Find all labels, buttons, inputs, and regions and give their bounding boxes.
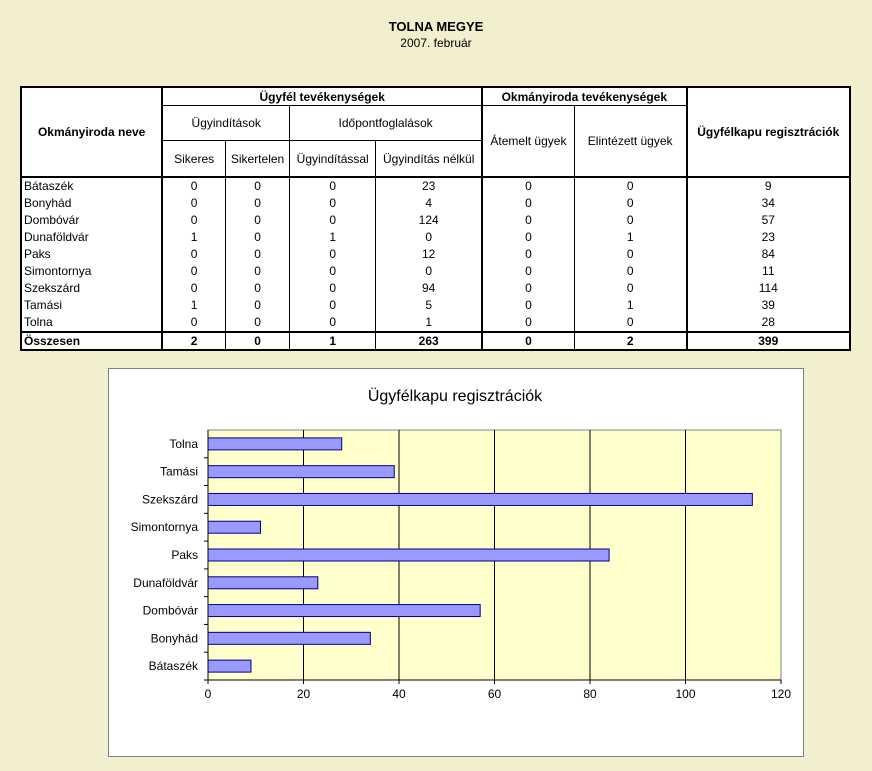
value-cell: 0	[482, 229, 574, 246]
x-tick-label: 60	[487, 687, 502, 701]
x-tick-label: 20	[296, 687, 311, 701]
value-cell: 2	[162, 332, 225, 350]
value-cell: 0	[162, 263, 225, 280]
value-cell: 11	[687, 263, 850, 280]
value-cell: 9	[687, 177, 850, 195]
total-row	[21, 332, 850, 350]
value-cell: 0	[162, 314, 225, 332]
page-title: TOLNA MEGYE	[388, 19, 484, 34]
header-atemelt: Átemelt ügyek	[482, 106, 574, 178]
bar	[208, 466, 394, 478]
bar	[208, 521, 261, 533]
value-cell: 0	[574, 177, 686, 195]
value-cell: 0	[225, 263, 289, 280]
bar	[208, 493, 752, 505]
office-name-cell: Tamási	[21, 297, 162, 314]
bar	[208, 605, 480, 617]
header-ugyinditassal: Ügyindítással	[290, 141, 376, 178]
value-cell: 34	[687, 195, 850, 212]
value-cell: 124	[376, 212, 482, 229]
value-cell: 0	[482, 332, 574, 350]
header-gateway-registrations: Ügyfélkapu regisztrációk	[687, 87, 850, 177]
value-cell: 0	[162, 212, 225, 229]
office-name-cell: Összesen	[21, 332, 162, 350]
value-cell: 28	[687, 314, 850, 332]
value-cell: 0	[225, 212, 289, 229]
header-ugyinditas-nelkul: Ügyindítás nélkül	[376, 141, 482, 178]
report-table	[20, 86, 851, 351]
value-cell: 0	[162, 280, 225, 297]
value-cell: 0	[574, 314, 686, 332]
value-cell: 0	[290, 263, 376, 280]
table-row	[21, 195, 850, 212]
value-cell: 0	[482, 280, 574, 297]
value-cell: 0	[376, 229, 482, 246]
value-cell: 399	[687, 332, 850, 350]
value-cell: 114	[687, 280, 850, 297]
office-name-cell: Szekszárd	[21, 280, 162, 297]
office-name-cell: Dombóvár	[21, 212, 162, 229]
value-cell: 0	[225, 297, 289, 314]
value-cell: 1	[290, 229, 376, 246]
office-name-cell: Bátaszék	[21, 177, 162, 195]
value-cell: 57	[687, 212, 850, 229]
value-cell: 0	[162, 195, 225, 212]
y-tick-label: Szekszárd	[141, 492, 198, 507]
value-cell: 0	[376, 263, 482, 280]
office-name-cell: Paks	[21, 246, 162, 263]
value-cell: 0	[225, 229, 289, 246]
y-tick-label: Bonyhád	[150, 631, 198, 646]
table-row	[21, 263, 850, 280]
value-cell: 1	[376, 314, 482, 332]
value-cell: 0	[482, 297, 574, 314]
value-cell: 0	[290, 297, 376, 314]
bar	[208, 577, 318, 589]
chart-title: Ügyfélkapu regisztrációk	[367, 388, 543, 405]
value-cell: 0	[574, 246, 686, 263]
y-tick-label: Dombóvár	[142, 603, 198, 618]
value-cell: 0	[225, 280, 289, 297]
header-ugyinditasok: Ügyindítások	[162, 106, 289, 141]
value-cell: 23	[687, 229, 850, 246]
value-cell: 0	[482, 246, 574, 263]
y-tick-label: Tamási	[159, 464, 198, 479]
value-cell: 12	[376, 246, 482, 263]
header-office-activities: Okmányiroda tevékenységek	[482, 87, 686, 106]
value-cell: 0	[290, 246, 376, 263]
value-cell: 0	[574, 195, 686, 212]
value-cell: 2	[574, 332, 686, 350]
page-subtitle: 2007. február	[400, 36, 472, 50]
value-cell: 23	[376, 177, 482, 195]
value-cell: 0	[290, 212, 376, 229]
table-row	[21, 177, 850, 195]
office-name-cell: Bonyhád	[21, 195, 162, 212]
x-tick-label: 0	[204, 687, 212, 701]
value-cell: 1	[162, 297, 225, 314]
table-row	[21, 229, 850, 246]
x-tick-label: 80	[583, 687, 597, 701]
table-row	[21, 314, 850, 332]
header-client-activities: Ügyfél tevékenységek	[162, 87, 482, 106]
header-elintezett: Elintézett ügyek	[574, 106, 686, 178]
value-cell: 0	[574, 280, 686, 297]
y-tick-label: Tolna	[169, 436, 198, 451]
value-cell: 1	[290, 332, 376, 350]
value-cell: 0	[290, 280, 376, 297]
value-cell: 0	[225, 195, 289, 212]
office-name-cell: Dunaföldvár	[21, 229, 162, 246]
chart-panel	[108, 368, 804, 757]
value-cell: 0	[290, 195, 376, 212]
bar	[208, 438, 342, 450]
table-row	[21, 280, 850, 297]
table-row	[21, 212, 850, 229]
value-cell: 0	[225, 332, 289, 350]
value-cell: 0	[482, 314, 574, 332]
bar-chart	[109, 369, 803, 756]
bar	[208, 660, 251, 672]
value-cell: 0	[225, 177, 289, 195]
value-cell: 0	[225, 246, 289, 263]
y-tick-label: Bátaszék	[148, 659, 198, 674]
value-cell: 39	[687, 297, 850, 314]
value-cell: 1	[574, 297, 686, 314]
value-cell: 0	[482, 212, 574, 229]
y-tick-label: Simontornya	[130, 520, 198, 535]
value-cell: 0	[290, 177, 376, 195]
value-cell: 0	[162, 177, 225, 195]
value-cell: 0	[574, 263, 686, 280]
office-name-cell: Simontornya	[21, 263, 162, 280]
value-cell: 263	[376, 332, 482, 350]
header-idopontfoglalasok: Időpontfoglalások	[290, 106, 482, 141]
value-cell: 0	[482, 195, 574, 212]
value-cell: 84	[687, 246, 850, 263]
value-cell: 94	[376, 280, 482, 297]
bar	[208, 632, 370, 644]
value-cell: 0	[290, 314, 376, 332]
header-sikertelen: Sikertelen	[225, 141, 289, 178]
value-cell: 4	[376, 195, 482, 212]
value-cell: 0	[574, 212, 686, 229]
value-cell: 1	[574, 229, 686, 246]
bar	[208, 549, 609, 561]
x-tick-label: 120	[770, 687, 792, 701]
y-tick-label: Paks	[171, 548, 198, 562]
header-sikeres: Sikeres	[162, 141, 225, 178]
value-cell: 0	[482, 177, 574, 195]
x-tick-label: 100	[675, 687, 696, 701]
y-tick-label: Dunaföldvár	[133, 575, 198, 590]
value-cell: 0	[225, 314, 289, 332]
table-row	[21, 246, 850, 263]
office-name-cell: Tolna	[21, 314, 162, 332]
value-cell: 0	[162, 246, 225, 263]
value-cell: 5	[376, 297, 482, 314]
x-tick-label: 40	[392, 687, 406, 701]
table-row	[21, 297, 850, 314]
value-cell: 1	[162, 229, 225, 246]
value-cell: 0	[482, 263, 574, 280]
header-office-name: Okmányiroda neve	[21, 87, 162, 177]
